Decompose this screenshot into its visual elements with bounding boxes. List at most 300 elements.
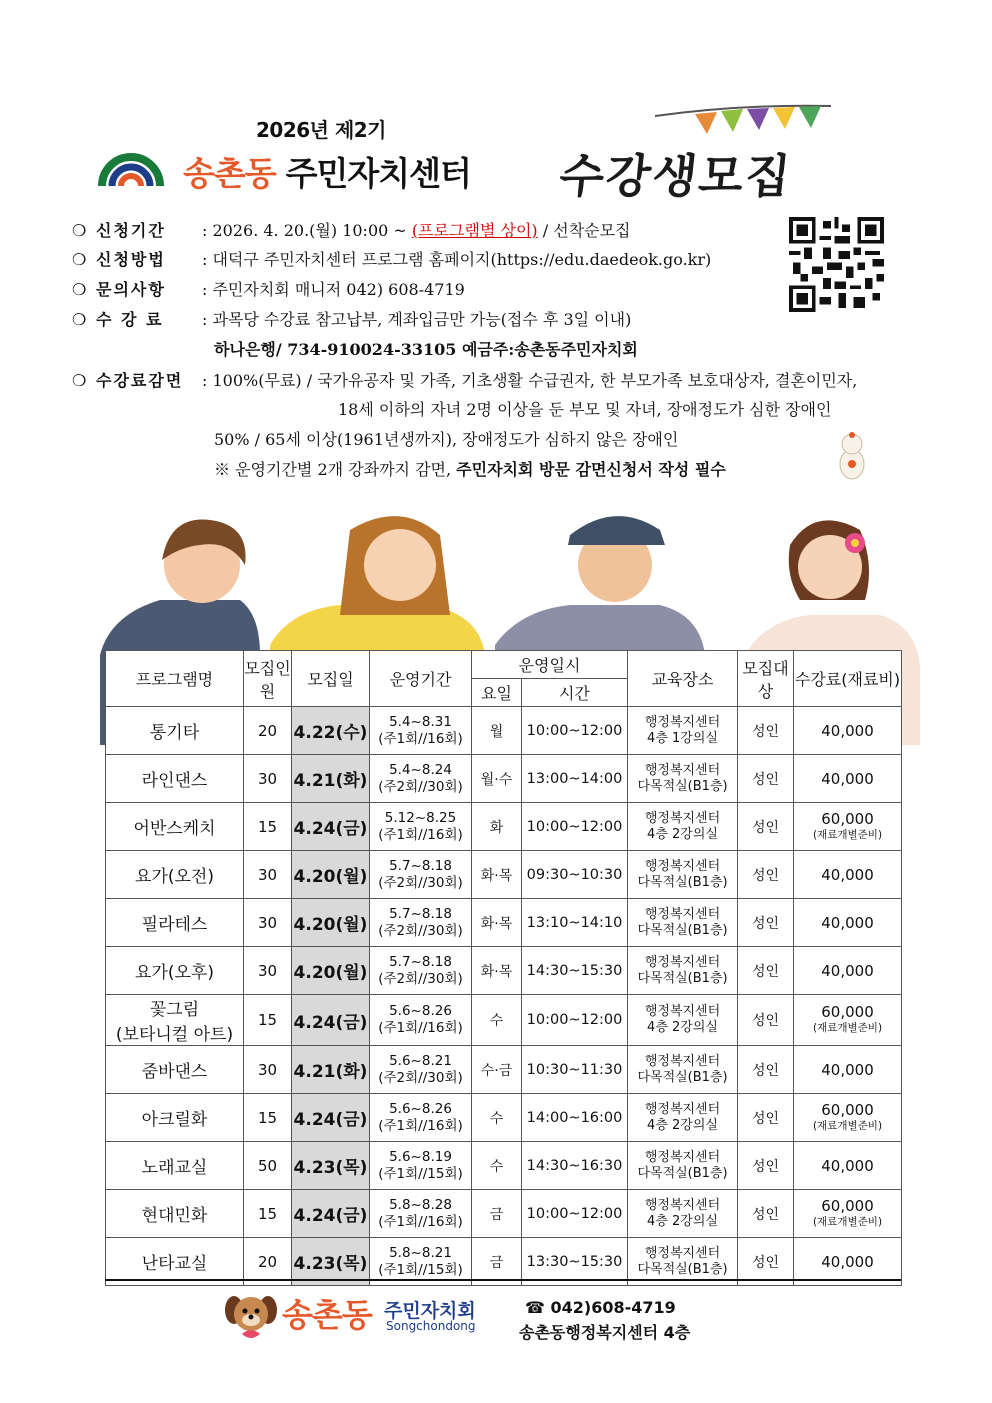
fee-note: (재료개별준비) [812, 1022, 883, 1034]
info-text: / 선착순모집 [537, 221, 631, 240]
day-cell [472, 1046, 522, 1094]
place-building: 행정복지센터 [644, 1004, 721, 1019]
target: 성인 [751, 1062, 780, 1079]
target: 성인 [751, 1158, 780, 1175]
info-discount [72, 368, 857, 391]
time-cell [522, 1046, 628, 1094]
target-cell [738, 707, 794, 755]
fee-cell [794, 755, 902, 803]
place-cell [628, 707, 738, 755]
header-target: 모집대상 [738, 651, 794, 707]
day-cell [472, 899, 522, 947]
program-name: 어반스케치 [133, 819, 216, 839]
target-cell [738, 803, 794, 851]
target: 성인 [751, 963, 780, 980]
header-recruit-date: 모집일 [292, 651, 370, 707]
program-name-cell [106, 1142, 244, 1190]
capacity: 20 [257, 1252, 278, 1271]
fee: 60,000 [821, 1003, 874, 1021]
day: 수 [489, 1013, 504, 1029]
bullet: ❍ [72, 310, 87, 329]
time: 14:30~15:30 [526, 962, 623, 979]
info-text: : 100%(무료) / 국가유공자 및 가족, 기초생활 수급권자, 한 부모가족 보호대상자, 결혼이민자, [202, 371, 858, 390]
period-range: 5.8~8.21 [389, 1244, 452, 1261]
day-cell [472, 1142, 522, 1190]
capacity-cell [244, 1046, 292, 1094]
header-schedule: 운영일시 [472, 651, 628, 679]
program-name: 꽃그림 (보타니컬 아트) [115, 1000, 234, 1045]
time-cell [522, 1190, 628, 1238]
place-building: 행정복지센터 [644, 1197, 721, 1213]
period-range: 5.4~8.31 [389, 713, 452, 730]
info-text: : 과목당 수강료 참고납부, 계좌입금만 가능(접수 후 3일 이내) [202, 310, 632, 329]
place-room: 다목적실(B1층) [637, 778, 728, 794]
time: 09:30~10:30 [526, 866, 623, 883]
bullet: ❍ [72, 250, 87, 269]
program-name: 줌바댄스 [141, 1062, 208, 1082]
place-cell [628, 755, 738, 803]
period-range: 5.12~8.25 [384, 809, 457, 826]
target-cell [738, 947, 794, 995]
period-cell [370, 1142, 472, 1190]
day: 월·수 [480, 771, 513, 788]
place-building: 행정복지센터 [644, 954, 721, 970]
time: 14:30~16:30 [526, 1157, 623, 1174]
capacity-cell [244, 1142, 292, 1190]
time: 10:00~12:00 [526, 1012, 623, 1028]
day-cell [472, 1094, 522, 1142]
program-name-cell [106, 1046, 244, 1094]
info-text: : 대덕구 주민자치센터 프로그램 홈페이지(https://edu.daedeok.go.kr) [202, 250, 712, 269]
header-day: 요일 [472, 679, 522, 707]
period-frequency: (주2회//30회) [378, 874, 463, 891]
capacity: 15 [257, 817, 278, 836]
capacity-cell [244, 755, 292, 803]
program-name: 아크릴화 [141, 1110, 208, 1130]
program-name-cell [106, 995, 244, 1046]
info-fee [72, 307, 631, 330]
period-cell [370, 1046, 472, 1094]
place-room: 4층 2강의실 [647, 826, 718, 842]
fee: 40,000 [821, 721, 874, 740]
target: 성인 [751, 1110, 780, 1127]
org-title-a: 송촌동 [183, 154, 276, 193]
period-range: 5.8~8.28 [389, 1196, 452, 1213]
note-text: ※ 운영기간별 2개 강좌까지 감면, [214, 460, 457, 479]
period-frequency: (주1회//16회) [378, 826, 463, 843]
table-row [106, 1142, 902, 1190]
fee: 40,000 [821, 961, 874, 980]
period-range: 5.4~8.24 [389, 761, 452, 778]
place-cell [628, 803, 738, 851]
place-cell [628, 1142, 738, 1190]
place-building: 행정복지센터 [644, 810, 721, 826]
table-row [106, 1046, 902, 1094]
recruit-date: 4.20(월) [293, 915, 368, 935]
capacity: 50 [257, 1156, 278, 1175]
period-range: 5.6~8.21 [389, 1052, 452, 1069]
bullet: ❍ [72, 221, 87, 240]
info-highlight: (프로그램별 상이) [411, 221, 538, 240]
table-bottom-rule [105, 1279, 901, 1281]
recruit-date: 4.24(금) [293, 1110, 368, 1130]
time: 10:00~12:00 [526, 818, 623, 835]
fee-cell [794, 1094, 902, 1142]
time-cell [522, 995, 628, 1046]
period-cell [370, 947, 472, 995]
target-cell [738, 1094, 794, 1142]
program-name-cell [106, 899, 244, 947]
target: 성인 [751, 819, 780, 836]
recruit-date-cell [292, 899, 370, 947]
discount-line2: 18세 이하의 자녀 2명 이상을 둔 부모 및 자녀, 장애정도가 심한 장애인 [338, 400, 832, 419]
fee-note: (재료개별준비) [812, 1119, 883, 1132]
fee-cell [794, 947, 902, 995]
day: 금 [489, 1254, 504, 1271]
info-label: 신청방법 [96, 250, 166, 269]
capacity: 15 [257, 1011, 278, 1029]
org-title-b: 주민자치센터 [285, 154, 471, 193]
recruit-date-cell [292, 1046, 370, 1094]
program-name-cell [106, 947, 244, 995]
target-cell [738, 851, 794, 899]
org-title [183, 148, 471, 195]
place-cell [628, 899, 738, 947]
program-table [105, 650, 902, 1286]
bunting-icon [655, 104, 831, 144]
info-text: : 2026. 4. 20.(월) 10:00 ~ [202, 221, 412, 240]
place-room: 다목적실(B1층) [637, 1261, 728, 1277]
place-building: 행정복지센터 [644, 858, 721, 874]
target: 성인 [751, 915, 780, 932]
place-building: 행정복지센터 [644, 714, 721, 730]
recruit-date-cell [292, 707, 370, 755]
place-cell [628, 1046, 738, 1094]
time-cell [522, 899, 628, 947]
target: 성인 [751, 1254, 780, 1271]
place-room: 4층 2강의실 [647, 1117, 718, 1133]
period-range: 5.6~8.19 [389, 1148, 452, 1165]
recruit-date-cell [292, 755, 370, 803]
day: 화·목 [480, 915, 513, 932]
fee-note: (재료개별준비) [812, 1215, 883, 1228]
place-room: 다목적실(B1층) [637, 970, 728, 986]
capacity: 15 [257, 1204, 278, 1223]
header-name: 프로그램명 [106, 651, 244, 707]
day: 월 [489, 723, 504, 740]
time: 10:00~12:00 [526, 1205, 623, 1222]
recruit-date: 4.24(금) [293, 1012, 368, 1033]
place-cell [628, 947, 738, 995]
fee-cell [794, 995, 902, 1046]
day: 화·목 [480, 867, 513, 884]
fee: 60,000 [821, 1100, 874, 1119]
period-frequency: (주2회//30회) [378, 922, 463, 939]
info-contact [72, 277, 465, 300]
target: 성인 [751, 1013, 780, 1029]
program-name-cell [106, 707, 244, 755]
fee-cell [794, 1046, 902, 1094]
fee: 60,000 [821, 1196, 874, 1215]
time: 14:00~16:00 [526, 1109, 623, 1126]
day-cell [472, 851, 522, 899]
footer-address: 송촌동행정복지센터 4층 [519, 1323, 691, 1342]
recruit-date: 4.20(월) [293, 963, 368, 983]
target-cell [738, 1142, 794, 1190]
period-frequency: (주1회//16회) [378, 730, 463, 747]
day-cell [472, 995, 522, 1046]
program-name: 요가(오전) [135, 867, 214, 887]
table-row [106, 755, 902, 803]
period-frequency: (주2회//30회) [378, 778, 463, 795]
time: 10:00~12:00 [526, 722, 623, 739]
header-capacity: 모집인원 [244, 651, 292, 707]
fee-note: (재료개별준비) [812, 828, 883, 841]
period-frequency: (주2회//30회) [378, 1069, 463, 1086]
fee-cell [794, 1142, 902, 1190]
place-building: 행정복지센터 [644, 1053, 721, 1069]
recruit-date: 4.24(금) [293, 819, 368, 839]
discount-line3: 50% / 65세 이상(1961년생까지), 장애정도가 심하지 않은 장애인 [214, 430, 679, 449]
program-name: 라인댄스 [141, 771, 208, 791]
capacity-cell [244, 1190, 292, 1238]
recruit-date: 4.20(월) [293, 867, 368, 887]
program-name-cell [106, 1190, 244, 1238]
day: 수 [489, 1158, 504, 1175]
period-frequency: (주2회//30회) [378, 970, 463, 987]
capacity: 30 [257, 1060, 278, 1079]
table-row [106, 803, 902, 851]
period-range: 5.7~8.18 [389, 905, 452, 922]
fee: 40,000 [821, 913, 874, 932]
bullet: ❍ [72, 280, 87, 299]
time-cell [522, 803, 628, 851]
recruit-date-cell [292, 1142, 370, 1190]
day-cell [472, 803, 522, 851]
period-cell [370, 707, 472, 755]
header-place: 교육장소 [628, 651, 738, 707]
capacity-cell [244, 803, 292, 851]
target-cell [738, 995, 794, 1046]
fee: 40,000 [821, 865, 874, 884]
dog-mascot-icon [222, 1290, 280, 1342]
qr-code-icon [789, 217, 884, 312]
capacity-cell [244, 995, 292, 1046]
period-cell [370, 755, 472, 803]
info-label: 수 강 료 [96, 310, 164, 329]
header-time: 시간 [522, 679, 628, 707]
recruit-date-cell [292, 995, 370, 1046]
program-name-cell [106, 851, 244, 899]
recruit-title: 수강생모집 [556, 149, 795, 203]
place-room: 다목적실(B1층) [637, 922, 728, 938]
program-name: 통기타 [149, 723, 200, 743]
period-range: 5.7~8.18 [389, 953, 452, 970]
period-cell [370, 995, 472, 1046]
capacity: 30 [257, 865, 278, 884]
period-frequency: (주1회//15회) [378, 1165, 463, 1182]
period-range: 5.6~8.26 [389, 1003, 452, 1019]
time: 13:10~14:10 [526, 914, 623, 931]
table-row [106, 947, 902, 995]
place-cell [628, 1094, 738, 1142]
capacity-cell [244, 707, 292, 755]
place-room: 4층 2강의실 [647, 1020, 718, 1035]
day-cell [472, 707, 522, 755]
recruit-date-cell [292, 1190, 370, 1238]
program-name-cell [106, 803, 244, 851]
recruit-date-cell [292, 947, 370, 995]
place-building: 행정복지센터 [644, 1101, 721, 1117]
day-cell [472, 947, 522, 995]
header-fee: 수강료(재료비) [794, 651, 902, 707]
capacity-cell [244, 1094, 292, 1142]
place-building: 행정복지센터 [644, 1245, 721, 1261]
discount-note [214, 457, 726, 480]
fee: 40,000 [821, 1252, 874, 1271]
target: 성인 [751, 723, 780, 740]
place-room: 다목적실(B1층) [637, 1069, 728, 1085]
recruit-date: 4.23(목) [293, 1254, 368, 1274]
program-name: 난타교실 [141, 1254, 208, 1274]
recruit-date-cell [292, 1094, 370, 1142]
footer-org-name: 송촌동 [282, 1296, 372, 1334]
place-cell [628, 1190, 738, 1238]
place-building: 행정복지센터 [644, 906, 721, 922]
footer-phone: ☎ 042)608-4719 [525, 1298, 676, 1317]
fee-cell [794, 851, 902, 899]
program-name: 현대민화 [141, 1206, 208, 1226]
place-cell [628, 851, 738, 899]
table-row [106, 1094, 902, 1142]
day: 수 [489, 1110, 504, 1127]
fee: 40,000 [821, 1156, 874, 1175]
period-range: 5.6~8.26 [389, 1100, 452, 1117]
capacity: 30 [257, 913, 278, 932]
fee: 40,000 [821, 769, 874, 788]
period-frequency: (주1회//16회) [378, 1020, 463, 1036]
capacity: 20 [257, 721, 278, 740]
period-cell [370, 1190, 472, 1238]
capacity-cell [244, 899, 292, 947]
target: 성인 [751, 867, 780, 884]
time-cell [522, 1142, 628, 1190]
period-range: 5.7~8.18 [389, 857, 452, 874]
place-room: 다목적실(B1층) [637, 1165, 728, 1181]
time-cell [522, 947, 628, 995]
recruit-date-cell [292, 803, 370, 851]
table-row [106, 899, 902, 947]
header-period: 운영기간 [370, 651, 472, 707]
capacity-cell [244, 851, 292, 899]
recruit-date: 4.24(금) [293, 1206, 368, 1226]
info-label: 문의사항 [96, 280, 166, 299]
recruit-date: 4.23(목) [293, 1158, 368, 1178]
day: 수·금 [480, 1062, 513, 1079]
recruit-date-cell [292, 851, 370, 899]
place-room: 다목적실(B1층) [637, 874, 728, 890]
footer-org-eng: Songchondong [386, 1319, 476, 1333]
season-title: 2026년 제2기 [256, 118, 387, 142]
period-frequency: (주1회//16회) [378, 1117, 463, 1134]
table-row [106, 1190, 902, 1238]
info-method [72, 247, 711, 270]
capacity: 30 [257, 961, 278, 980]
recruit-date: 4.22(수) [293, 723, 368, 743]
fee-cell [794, 1190, 902, 1238]
fee: 60,000 [821, 809, 874, 828]
program-name-cell [106, 1094, 244, 1142]
table-row [106, 995, 902, 1046]
period-cell [370, 899, 472, 947]
time-cell [522, 755, 628, 803]
period-frequency: (주1회//15회) [378, 1261, 463, 1278]
info-label: 신청기간 [96, 221, 166, 240]
period-frequency: (주1회//16회) [378, 1213, 463, 1230]
place-room: 4층 1강의실 [647, 730, 718, 746]
time: 13:00~14:00 [526, 770, 623, 787]
target: 성인 [751, 771, 780, 788]
target-cell [738, 899, 794, 947]
capacity-cell [244, 947, 292, 995]
capacity: 30 [257, 769, 278, 788]
bank-account: 하나은행/ 734-910024-33105 예금주:송촌동주민자치회 [214, 340, 638, 359]
period-cell [370, 851, 472, 899]
table-row [106, 707, 902, 755]
target-cell [738, 1046, 794, 1094]
mascot-icon [836, 430, 868, 482]
day: 화·목 [480, 963, 513, 980]
fee-cell [794, 707, 902, 755]
table-row [106, 851, 902, 899]
time-cell [522, 1094, 628, 1142]
capacity: 15 [257, 1108, 278, 1127]
info-text: : 주민자치회 매니저 042) 608-4719 [202, 280, 465, 299]
bullet: ❍ [72, 371, 87, 390]
program-name: 요가(오후) [135, 963, 214, 983]
place-cell [628, 995, 738, 1046]
place-building: 행정복지센터 [644, 1149, 721, 1165]
time-cell [522, 851, 628, 899]
fee-cell [794, 803, 902, 851]
program-name-cell [106, 755, 244, 803]
program-name: 노래교실 [141, 1158, 208, 1178]
footer-org-name2: 주민자치회 [384, 1300, 476, 1322]
place-building: 행정복지센터 [644, 762, 721, 778]
info-period [72, 218, 631, 241]
day: 화 [489, 819, 504, 836]
day-cell [472, 1190, 522, 1238]
recruit-date: 4.21(화) [293, 1062, 368, 1082]
time-cell [522, 707, 628, 755]
day-cell [472, 755, 522, 803]
program-name: 필라테스 [141, 915, 208, 935]
target-cell [738, 1190, 794, 1238]
info-label: 수강료감면 [96, 371, 184, 390]
recruit-date: 4.21(화) [293, 771, 368, 791]
fee: 40,000 [821, 1060, 874, 1079]
place-room: 4층 2강의실 [647, 1213, 718, 1229]
target: 성인 [751, 1206, 780, 1223]
period-cell [370, 803, 472, 851]
target-cell [738, 755, 794, 803]
fee-cell [794, 899, 902, 947]
day: 금 [489, 1206, 504, 1223]
time: 13:30~15:30 [526, 1253, 623, 1270]
note-bold: 주민자치회 방문 감면신청서 작성 필수 [456, 460, 726, 479]
period-cell [370, 1094, 472, 1142]
time: 10:30~11:30 [526, 1061, 623, 1078]
